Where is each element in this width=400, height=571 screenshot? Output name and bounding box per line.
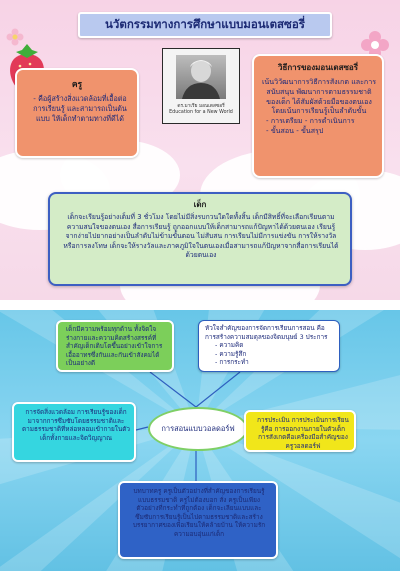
- center-topic: การสอนแบบวอลดอร์ฟ: [148, 407, 248, 451]
- principle-item: - ความรู้สึก: [215, 349, 247, 358]
- child-body: เด็กจะเรียนรู้อย่างเต็มที่ 3 ชั่วโมง โดยไม่มีสิ่งรบกวนใดใดทั้งสิ้น เด็กมีสิทธิ์ที่จะเลือกเรียนตามความสนใจของตนเอง สื่อการเรียนรู้ ถูกออกแบบให้เด็กสามารถแก้ปัญหาได้ด้วยตนเอง เรียนรู้จากง่ายไปยากอย่างเป็นลำดับไม่ข้ามขั้นตอน ไม่สับสน การเรียนไม่มีการแข่งขัน การให้รางวัล หรือการลงโทษ เด็กจะให้รางวัลและภาคภูมิใจในตนเองเมื่อสามารถแก้ปัญหาจากสื่อการเรียนได้ด้วยตนเอง: [63, 213, 339, 260]
- method-steps-row: - ขั้นสอน - ขั้นสรุป: [266, 125, 324, 135]
- method-heading: วิธีการของมอนเตสซอรี่: [277, 63, 359, 72]
- teacher-heading: ครู: [71, 80, 83, 90]
- core-principle-intro: หัวใจสำคัญของการจัดการเรียนการสอน คือการสร้างความสมดุลของจิตมนุษย์ 3 ประการ: [205, 324, 328, 341]
- waldorf-panel: [0, 310, 400, 571]
- portrait-card: [162, 48, 240, 124]
- child-readiness-box: เด็กมีความพร้อมทุกด้าน ทั้งจิตใจ ร่างกายและความคิดสร้างสรรค์ที่สำคัญเด็กเติบโตขึ้นอย่างเข้าใจการเอื้ออาทรซึ่งกันและกันเข้าสังคมได้เป็นอย่างดี: [56, 320, 174, 372]
- teacher-box: [15, 68, 139, 158]
- environment-box: การจัดสิ่งแวดล้อม การเรียนรู้ของเด็กมาจากการซึมซับโดยธรรมชาติและตามธรรมชาติที่หล่อหลอมเข้ากายในตัวเด็กทั้งกายและจิตวิญญาณ: [12, 402, 136, 462]
- method-steps-row: - การเตรียม - การดำเนินการ: [266, 116, 355, 126]
- method-box: [252, 54, 384, 178]
- page-title: นวัตกรรมทางการศึกษาแบบมอนเตสซอรี่: [78, 12, 332, 38]
- principle-item: - การกระทำ: [215, 358, 249, 367]
- divider: [0, 300, 400, 310]
- portrait-subcaption: Education for a New World: [169, 110, 233, 115]
- teacher-role-box: บทบาทครู ครูเป็นตัวอย่างที่สำคัญของการเรียนรู้แบบธรรมชาติ ครูไม่ต้องบอก สั่ง ครูเป็นเพียงตัวอย่างที่กระทำที่ถูกต้อง เด็กจะเลียนแบบและซึมซับการเรียนรู้เป็นไปตามธรรมชาติและสร้างบรรยากาศของเพื่อเรียนให้คล้ายบ้าน ให้ความรัก ความอบอุ่นแก่เด็ก: [118, 481, 278, 559]
- core-principle-box: [198, 320, 340, 372]
- method-body: เน้นวิวัฒนาการวิธีการสังเกต และการสนับสนุน พัฒนาการตามธรรมชาติของเด็ก ได้สัมผัสด้วยมือของตนเอง โดยเน้นการเรียนรู้เป็นลำดับขั้น: [262, 77, 377, 116]
- portrait-image: [176, 55, 226, 99]
- principle-item: - ความคิด: [215, 341, 244, 350]
- assessment-box: การประเมิน การประเมินการเรียนรู้คือ การออกงานภายในตัวเด็ก การสังเกตคือเครื่องมือสำคัญของครูวอลดอร์ฟ: [244, 410, 356, 452]
- teacher-body: - คือผู้สร้างสิ่งแวดล้อมที่เอื้อต่อการเรียนรู้ และสามารถเป็นต้นแบบ ให้เด็กทำตามทางที่ดีได้: [33, 94, 127, 123]
- portrait-caption: ดร.มาเรีย มอนเตสซอรี่: [177, 104, 225, 109]
- flower-icon: [6, 28, 24, 46]
- child-box: [48, 192, 352, 286]
- child-heading: เด็ก: [193, 200, 207, 209]
